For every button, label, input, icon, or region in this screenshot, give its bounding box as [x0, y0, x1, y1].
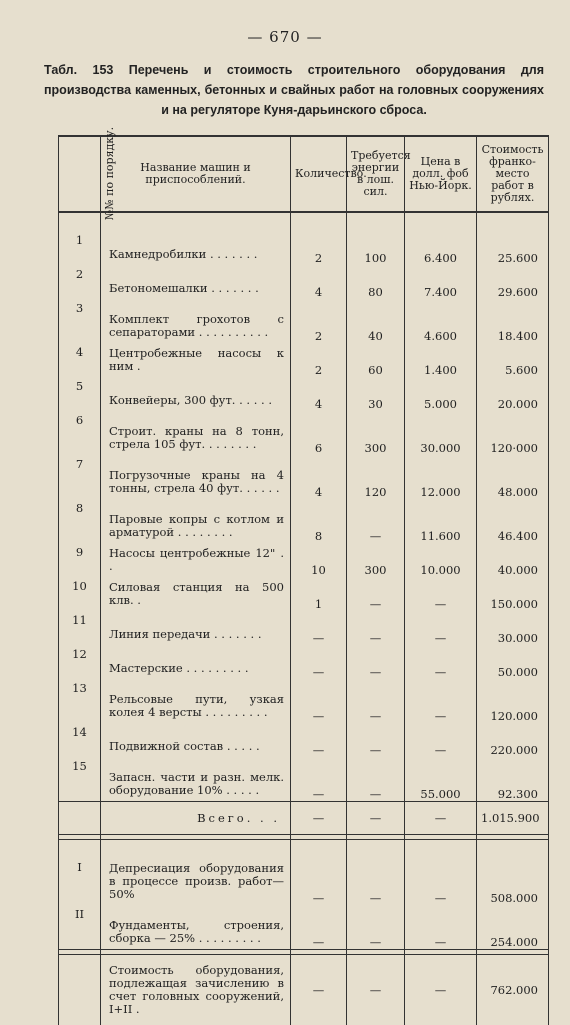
table-row [59, 757, 549, 802]
cell-name: Мастерские . . . . . . . . . [101, 645, 291, 679]
cell-cost: 18.400 [477, 299, 549, 343]
table-row [59, 543, 549, 577]
cell-price: 10.000 [405, 543, 477, 577]
total-row [59, 802, 549, 835]
cell-price: — [405, 905, 477, 950]
cell-price: — [405, 955, 477, 1025]
cell-price: 5.000 [405, 377, 477, 411]
cell-qty: — [291, 611, 347, 645]
cell-cost: 762.000 [477, 955, 549, 1025]
cell-name: Стоимость оборудования, подлежащая зачислению в счет головных сооружений, I+II . [101, 955, 291, 1025]
cell-qty: — [291, 679, 347, 723]
cell-name: Комплект грохотов с сепараторами . . . . . . . . . . [101, 299, 291, 343]
cell-energy: — [347, 645, 405, 679]
cell-qty: — [291, 723, 347, 757]
cell-qty: — [291, 858, 347, 905]
cell-num [59, 802, 101, 835]
table-row [59, 905, 549, 950]
cell-price: — [405, 611, 477, 645]
cell-price: — [405, 679, 477, 723]
table-row [59, 411, 549, 455]
cell-name: Рельсовые пути, узкая колея 4 версты . . . . . . . . . [101, 679, 291, 723]
cell-cost: 48.000 [477, 455, 549, 499]
cell-price: 55.000 [405, 757, 477, 802]
cell-energy: — [347, 611, 405, 645]
cell-cost: 50.000 [477, 645, 549, 679]
cell-name: Фундаменты, строения, сборка — 25% . . . . . . . . . [101, 905, 291, 950]
table-row [59, 231, 549, 265]
cell-num: 8 [59, 499, 101, 543]
cell-num: 9 [59, 543, 101, 577]
cell-num: 3 [59, 299, 101, 343]
cell-cost: 220.000 [477, 723, 549, 757]
spacer-row [59, 840, 549, 859]
cell-energy: 300 [347, 411, 405, 455]
cell-price: — [405, 723, 477, 757]
cell-qty: 6 [291, 411, 347, 455]
cell-qty: 8 [291, 499, 347, 543]
cell-energy: 40 [347, 299, 405, 343]
table-header-row [59, 136, 549, 212]
cell-num: 5 [59, 377, 101, 411]
cell-qty: — [291, 955, 347, 1025]
cell-num: 7 [59, 455, 101, 499]
cell-cost: 150.000 [477, 577, 549, 611]
table-row [59, 723, 549, 757]
cell-cost: 30.000 [477, 611, 549, 645]
cell-total-price: — [405, 802, 477, 835]
cell-num: 10 [59, 577, 101, 611]
cell-num: II [59, 905, 101, 950]
cell-price: 7.400 [405, 265, 477, 299]
table-row [59, 645, 549, 679]
cell-name: Депресиация оборудования в процессе произв. работ—50% [101, 858, 291, 905]
cell-price: 30.000 [405, 411, 477, 455]
grand-total-row [59, 955, 549, 1025]
spacer-row [59, 212, 549, 231]
table-row [59, 858, 549, 905]
table-row [59, 265, 549, 299]
cell-energy: — [347, 905, 405, 950]
cell-cost: 25.600 [477, 231, 549, 265]
table-row [59, 377, 549, 411]
cell-name: Паровые копры с котлом и арматурой . . . . . . . . [101, 499, 291, 543]
cell-total-cost: 1.015.900 [477, 802, 549, 835]
header-cost: Стоимость франко-место работ в рублях. [477, 136, 549, 212]
cell-qty: — [291, 757, 347, 802]
header-name: Название машин и приспособлений. [101, 136, 291, 212]
table-row [59, 499, 549, 543]
cell-energy: 30 [347, 377, 405, 411]
cell-qty: 2 [291, 343, 347, 377]
cell-price: — [405, 577, 477, 611]
equipment-table [58, 135, 549, 1025]
cell-qty: 2 [291, 231, 347, 265]
cell-num: 11 [59, 611, 101, 645]
table-row [59, 455, 549, 499]
cell-name: Конвейеры, 300 фут. . . . . . [101, 377, 291, 411]
cell-energy: — [347, 858, 405, 905]
cell-qty: 4 [291, 377, 347, 411]
cell-energy: — [347, 955, 405, 1025]
cell-price: 4.600 [405, 299, 477, 343]
cell-energy: — [347, 723, 405, 757]
cell-cost: 120.000 [477, 679, 549, 723]
cell-cost: 120·000 [477, 411, 549, 455]
table-row [59, 611, 549, 645]
cell-cost: 92.300 [477, 757, 549, 802]
cell-name: Линия передачи . . . . . . . [101, 611, 291, 645]
cell-cost: 508.000 [477, 858, 549, 905]
cell-cost: 40.000 [477, 543, 549, 577]
table-row [59, 343, 549, 377]
cell-name: Строит. краны на 8 тонн, стрела 105 фут. . . . . . . . [101, 411, 291, 455]
cell-total-energy: — [347, 802, 405, 835]
table-row [59, 299, 549, 343]
table-row [59, 679, 549, 723]
header-price: Цена в долл. фоб Нью-Йорк. [405, 136, 477, 212]
cell-qty: 10 [291, 543, 347, 577]
cell-energy: 300 [347, 543, 405, 577]
cell-name: Силовая станция на 500 клв. . [101, 577, 291, 611]
cell-name: Центробежные насосы к ним . [101, 343, 291, 377]
cell-cost: 46.400 [477, 499, 549, 543]
cell-price: — [405, 645, 477, 679]
page-number: — 670 — [0, 28, 570, 46]
cell-energy: 100 [347, 231, 405, 265]
cell-total-qty: — [291, 802, 347, 835]
table-row [59, 577, 549, 611]
cell-num: 2 [59, 265, 101, 299]
cell-name: Насосы центробежные 12" . . [101, 543, 291, 577]
cell-num: 12 [59, 645, 101, 679]
cell-energy: — [347, 499, 405, 543]
cell-cost: 254.000 [477, 905, 549, 950]
cell-price: — [405, 858, 477, 905]
cell-price: 12.000 [405, 455, 477, 499]
table-title: Табл. 153 Перечень и стоимость строительного оборудования для производства каменных, бетонных и свайных работ на головных сооружениях и на регуляторе Куня-дарьинского сброса. [44, 60, 544, 120]
cell-energy: 80 [347, 265, 405, 299]
cell-energy: 60 [347, 343, 405, 377]
cell-energy: 120 [347, 455, 405, 499]
cell-num: 14 [59, 723, 101, 757]
header-energy: Требуется энергии в лош. сил. [347, 136, 405, 212]
cell-qty: — [291, 905, 347, 950]
cell-qty: 4 [291, 455, 347, 499]
cell-cost: 20.000 [477, 377, 549, 411]
cell-num: 4 [59, 343, 101, 377]
cell-num: I [59, 858, 101, 905]
cell-energy: — [347, 757, 405, 802]
cell-num: 13 [59, 679, 101, 723]
cell-name: Погрузочные краны на 4 тонны, стрела 40 фут. . . . . . [101, 455, 291, 499]
cell-price: 6.400 [405, 231, 477, 265]
cell-cost: 5.600 [477, 343, 549, 377]
cell-price: 11.600 [405, 499, 477, 543]
cell-qty: 2 [291, 299, 347, 343]
header-qty: Количество. [291, 136, 347, 212]
cell-energy: — [347, 679, 405, 723]
cell-name: Подвижной состав . . . . . [101, 723, 291, 757]
cell-num: 15 [59, 757, 101, 802]
cell-name: Запасн. части и разн. мелк. оборудование 10% . . . . . [101, 757, 291, 802]
cell-num: 1 [59, 231, 101, 265]
header-num: №№ по порядку. [59, 136, 101, 212]
cell-name: Камнедробилки . . . . . . . [101, 231, 291, 265]
cell-num [59, 955, 101, 1025]
cell-name: Бетономешалки . . . . . . . [101, 265, 291, 299]
cell-qty: 4 [291, 265, 347, 299]
cell-qty: 1 [291, 577, 347, 611]
cell-cost: 29.600 [477, 265, 549, 299]
cell-qty: — [291, 645, 347, 679]
cell-total-label: Всего. . . [101, 802, 291, 835]
cell-energy: — [347, 577, 405, 611]
cell-price: 1.400 [405, 343, 477, 377]
cell-num: 6 [59, 411, 101, 455]
